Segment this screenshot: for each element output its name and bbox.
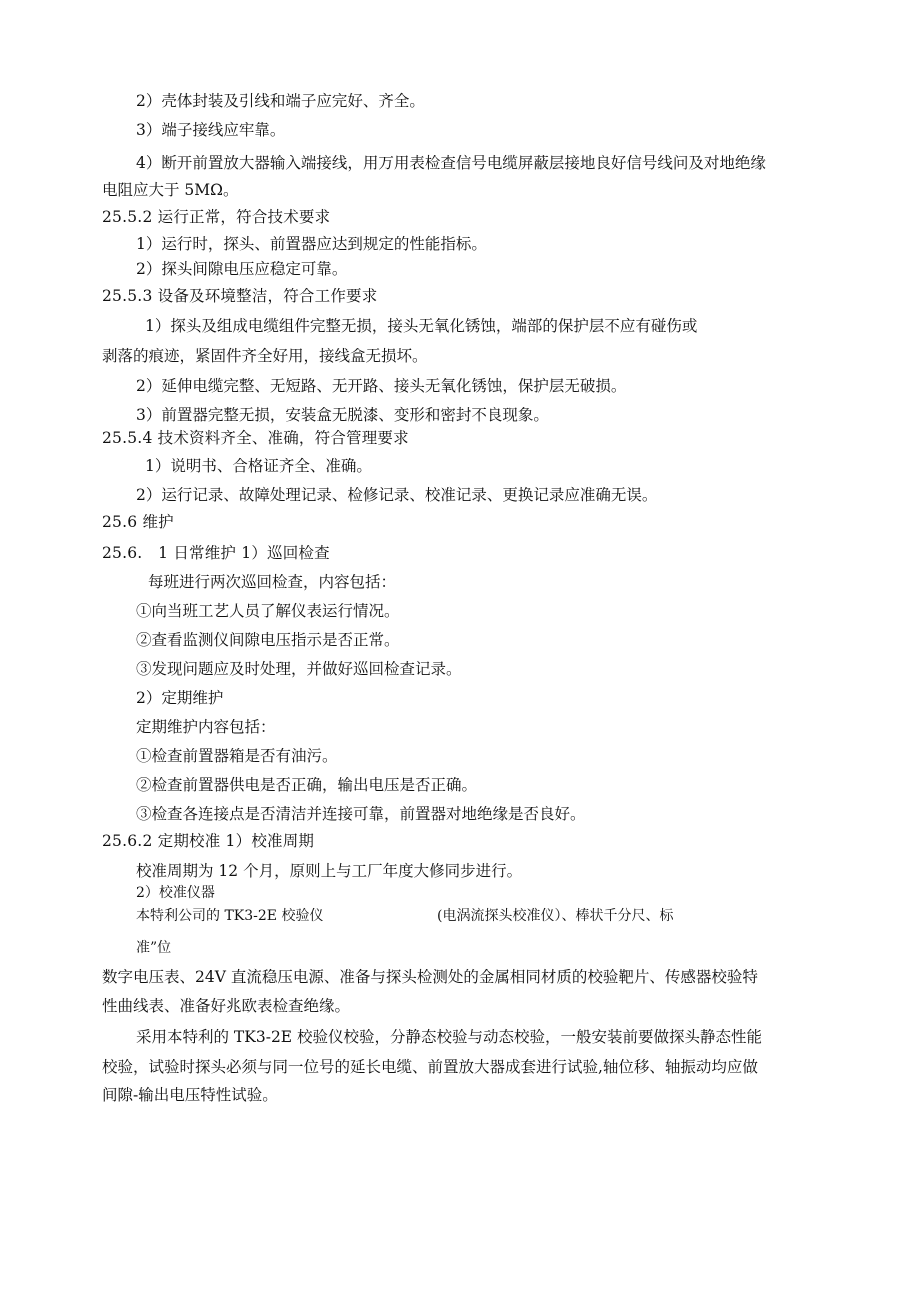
- text-line: 3）前置器完整无损，安装盒无脱漆、变形和密封不良现象。: [136, 406, 549, 424]
- text-line: 间隙-输出电压特性试验。: [102, 1086, 278, 1104]
- list-item: ①检查前置器箱是否有油污。: [136, 747, 338, 765]
- text-line: 2）定期维护: [136, 689, 224, 707]
- section-heading: 25.5.3 设备及环境整洁，符合工作要求: [102, 287, 378, 305]
- text-line: 电阻应大于 5MΩ。: [102, 181, 239, 199]
- text-line: 4）断开前置放大器输入端接线，用万用表检查信号电缆屏蔽层接地良好信号线问及对地绝缘: [136, 154, 766, 172]
- text-line: 准”位: [136, 940, 172, 956]
- list-item: ②检查前置器供电是否正确，输出电压是否正确。: [136, 776, 478, 794]
- text-line: 2）壳体封装及引线和端子应完好、齐全。: [136, 92, 425, 110]
- text-line: 3）端子接线应牢靠。: [136, 121, 286, 139]
- text-line: 2）校准仪器: [136, 885, 215, 901]
- text-line: 采用本特利的 TK3-2E 校验仪校验，分静态校验与动态校验，一般安装前要做探头静态性能: [136, 1028, 763, 1046]
- text-line: 2）探头间隙电压应稳定可靠。: [136, 260, 348, 278]
- section-heading: 25.6 维护: [102, 513, 174, 531]
- list-item: ③检查各连接点是否清洁并连接可靠，前置器对地绝缘是否良好。: [136, 805, 586, 823]
- text-line: 2）延伸电缆完整、无短路、无开路、接头无氧化锈蚀，保护层无破损。: [136, 377, 627, 395]
- section-heading: 25.6.2 定期校准 1）校准周期: [102, 832, 315, 850]
- text-line: 校准周期为 12 个月，原则上与工厂年度大修同步进行。: [136, 862, 523, 880]
- text-line: 定期维护内容包括：: [136, 718, 276, 736]
- text-line: 本特利公司的 TK3-2E 校验仪: [136, 908, 324, 924]
- text-line: 2）运行记录、故障处理记录、检修记录、校准记录、更换记录应准确无误。: [136, 486, 658, 504]
- text-line: (电涡流探头校准仪）、棒状千分尺、标: [437, 908, 674, 924]
- list-item: ①向当班工艺人员了解仪表运行情况。: [136, 602, 400, 620]
- section-heading: 25.5.4 技术资料齐全、准确，符合管理要求: [102, 429, 409, 447]
- section-heading: 25.5.2 运行正常，符合技术要求: [102, 208, 331, 226]
- section-heading: 25.6. 1 日常维护 1）巡回检查: [102, 544, 330, 562]
- text-line: 性曲线表、准备好兆欧表检查绝缘。: [102, 997, 351, 1015]
- list-item: ③发现问题应及时处理，并做好巡回检查记录。: [136, 660, 462, 678]
- text-line: 剥落的痕迹，紧固件齐全好用，接线盒无损坏。: [102, 347, 428, 365]
- text-line: 1）说明书、合格证齐全、准确。: [145, 457, 372, 475]
- list-item: ②查看监测仪间隙电压指示是否正常。: [136, 631, 400, 649]
- text-line: 数字电压表、24V 直流稳压电源、准备与探头检测处的金属相同材质的校验靶片、传感器校验特: [102, 968, 758, 986]
- text-line: 校验，试验时探头必须与同一位号的延长电缆、前置放大器成套进行试验,轴位移、轴振动均应做: [102, 1058, 758, 1076]
- text-line: 1）运行时，探头、前置器应达到规定的性能指标。: [136, 235, 487, 253]
- text-line: 1）探头及组成电缆组件完整无损，接头无氧化锈蚀，端部的保护层不应有碰伤或: [145, 317, 698, 335]
- text-line: 每班进行两次巡回检查，内容包括：: [148, 573, 397, 591]
